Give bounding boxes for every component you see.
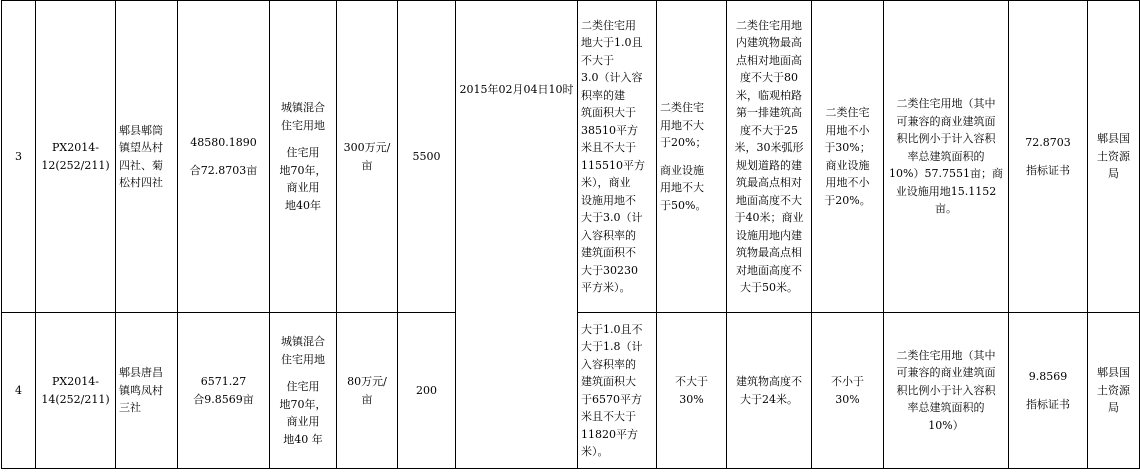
lot-number: 4 bbox=[2, 313, 36, 469]
transfer-organization: 郫县国 土资源 局 bbox=[1088, 313, 1140, 469]
deposit: 5500 bbox=[398, 1, 456, 313]
starting-price: 80万元/ 亩 bbox=[337, 313, 398, 469]
indicator-certificate: 72.8703 指标证书 bbox=[1009, 1, 1088, 313]
indicator-certificate: 9.8569 指标证书 bbox=[1009, 313, 1088, 469]
building-density: 二类住宅 用地不大 于20%； 商业设施 用地不大 于50%。 bbox=[657, 1, 727, 313]
building-height: 二类住宅用地 内建筑物最高 点相对地面高 度不大于80 米，临观柏路 第一排建筑高 度不大于25 米，30米弧形 规划道路的建 筑最高点相对 地面高度不大 于40米；商业 设施用地内建 筑物最高点相 对地面高度不 大于50米。 bbox=[727, 1, 812, 313]
auction-time: 2015年02月04日10时 bbox=[456, 1, 578, 469]
land-nature: 二类住宅用地（其中 可兼容的商业建筑面 积比例小于计入容积 率总建筑面积的 10%）57.7551亩；商 业设施用地15.1152 亩。 bbox=[884, 1, 1009, 313]
lot-code: PX2014- 14(252/211) bbox=[36, 313, 116, 469]
green-ratio: 二类住宅 用地不小 于30%； 商业设施 用地不小 于20%。 bbox=[812, 1, 884, 313]
plot-ratio: 大于1.0且不 大于1.8（计 入容积率的 建筑面积大 于6570平方 米且不大于 11820平方 米）。 bbox=[578, 313, 657, 469]
green-ratio: 不小于 30% bbox=[812, 313, 884, 469]
building-density: 不大于 30% bbox=[657, 313, 727, 469]
transfer-organization: 郫县国 土资源 局 bbox=[1088, 1, 1140, 313]
land-use: 城镇混合 住宅用地 住宅用 地70年， 商业用 地40 年 bbox=[270, 313, 337, 469]
table-row bbox=[2, 1, 1140, 313]
lot-code: PX2014- 12(252/211) bbox=[36, 1, 116, 313]
land-use: 城镇混合 住宅用地 住宅用 地70年， 商业用 地40年 bbox=[270, 1, 337, 313]
lot-area: 6571.27 合9.8569亩 bbox=[178, 313, 270, 469]
lot-area: 48580.1890 合72.8703亩 bbox=[178, 1, 270, 313]
lot-location: 郫县唐昌 镇鸣凤村 三社 bbox=[116, 313, 178, 469]
land-auction-table bbox=[1, 0, 1140, 469]
building-height: 建筑物高度不 大于24米。 bbox=[727, 313, 812, 469]
starting-price: 300万元/ 亩 bbox=[337, 1, 398, 313]
lot-number: 3 bbox=[2, 1, 36, 313]
deposit: 200 bbox=[398, 313, 456, 469]
lot-location: 郫县郫筒 镇望丛村 四社、菊 松村四社 bbox=[116, 1, 178, 313]
plot-ratio: 二类住宅用 地大于1.0且 不大于 3.0（计入容 积率的建 筑面积大于 38510平方 米且不大于 115510平方 米），商业 设施用地不 大于3.0（计 入容积率的 建筑面积不 大于30230 平方米）。 bbox=[578, 1, 657, 313]
land-nature: 二类住宅用地（其中 可兼容的商业建筑面 积比例小于计入容积 率总建筑面积的 10%） bbox=[884, 313, 1009, 469]
